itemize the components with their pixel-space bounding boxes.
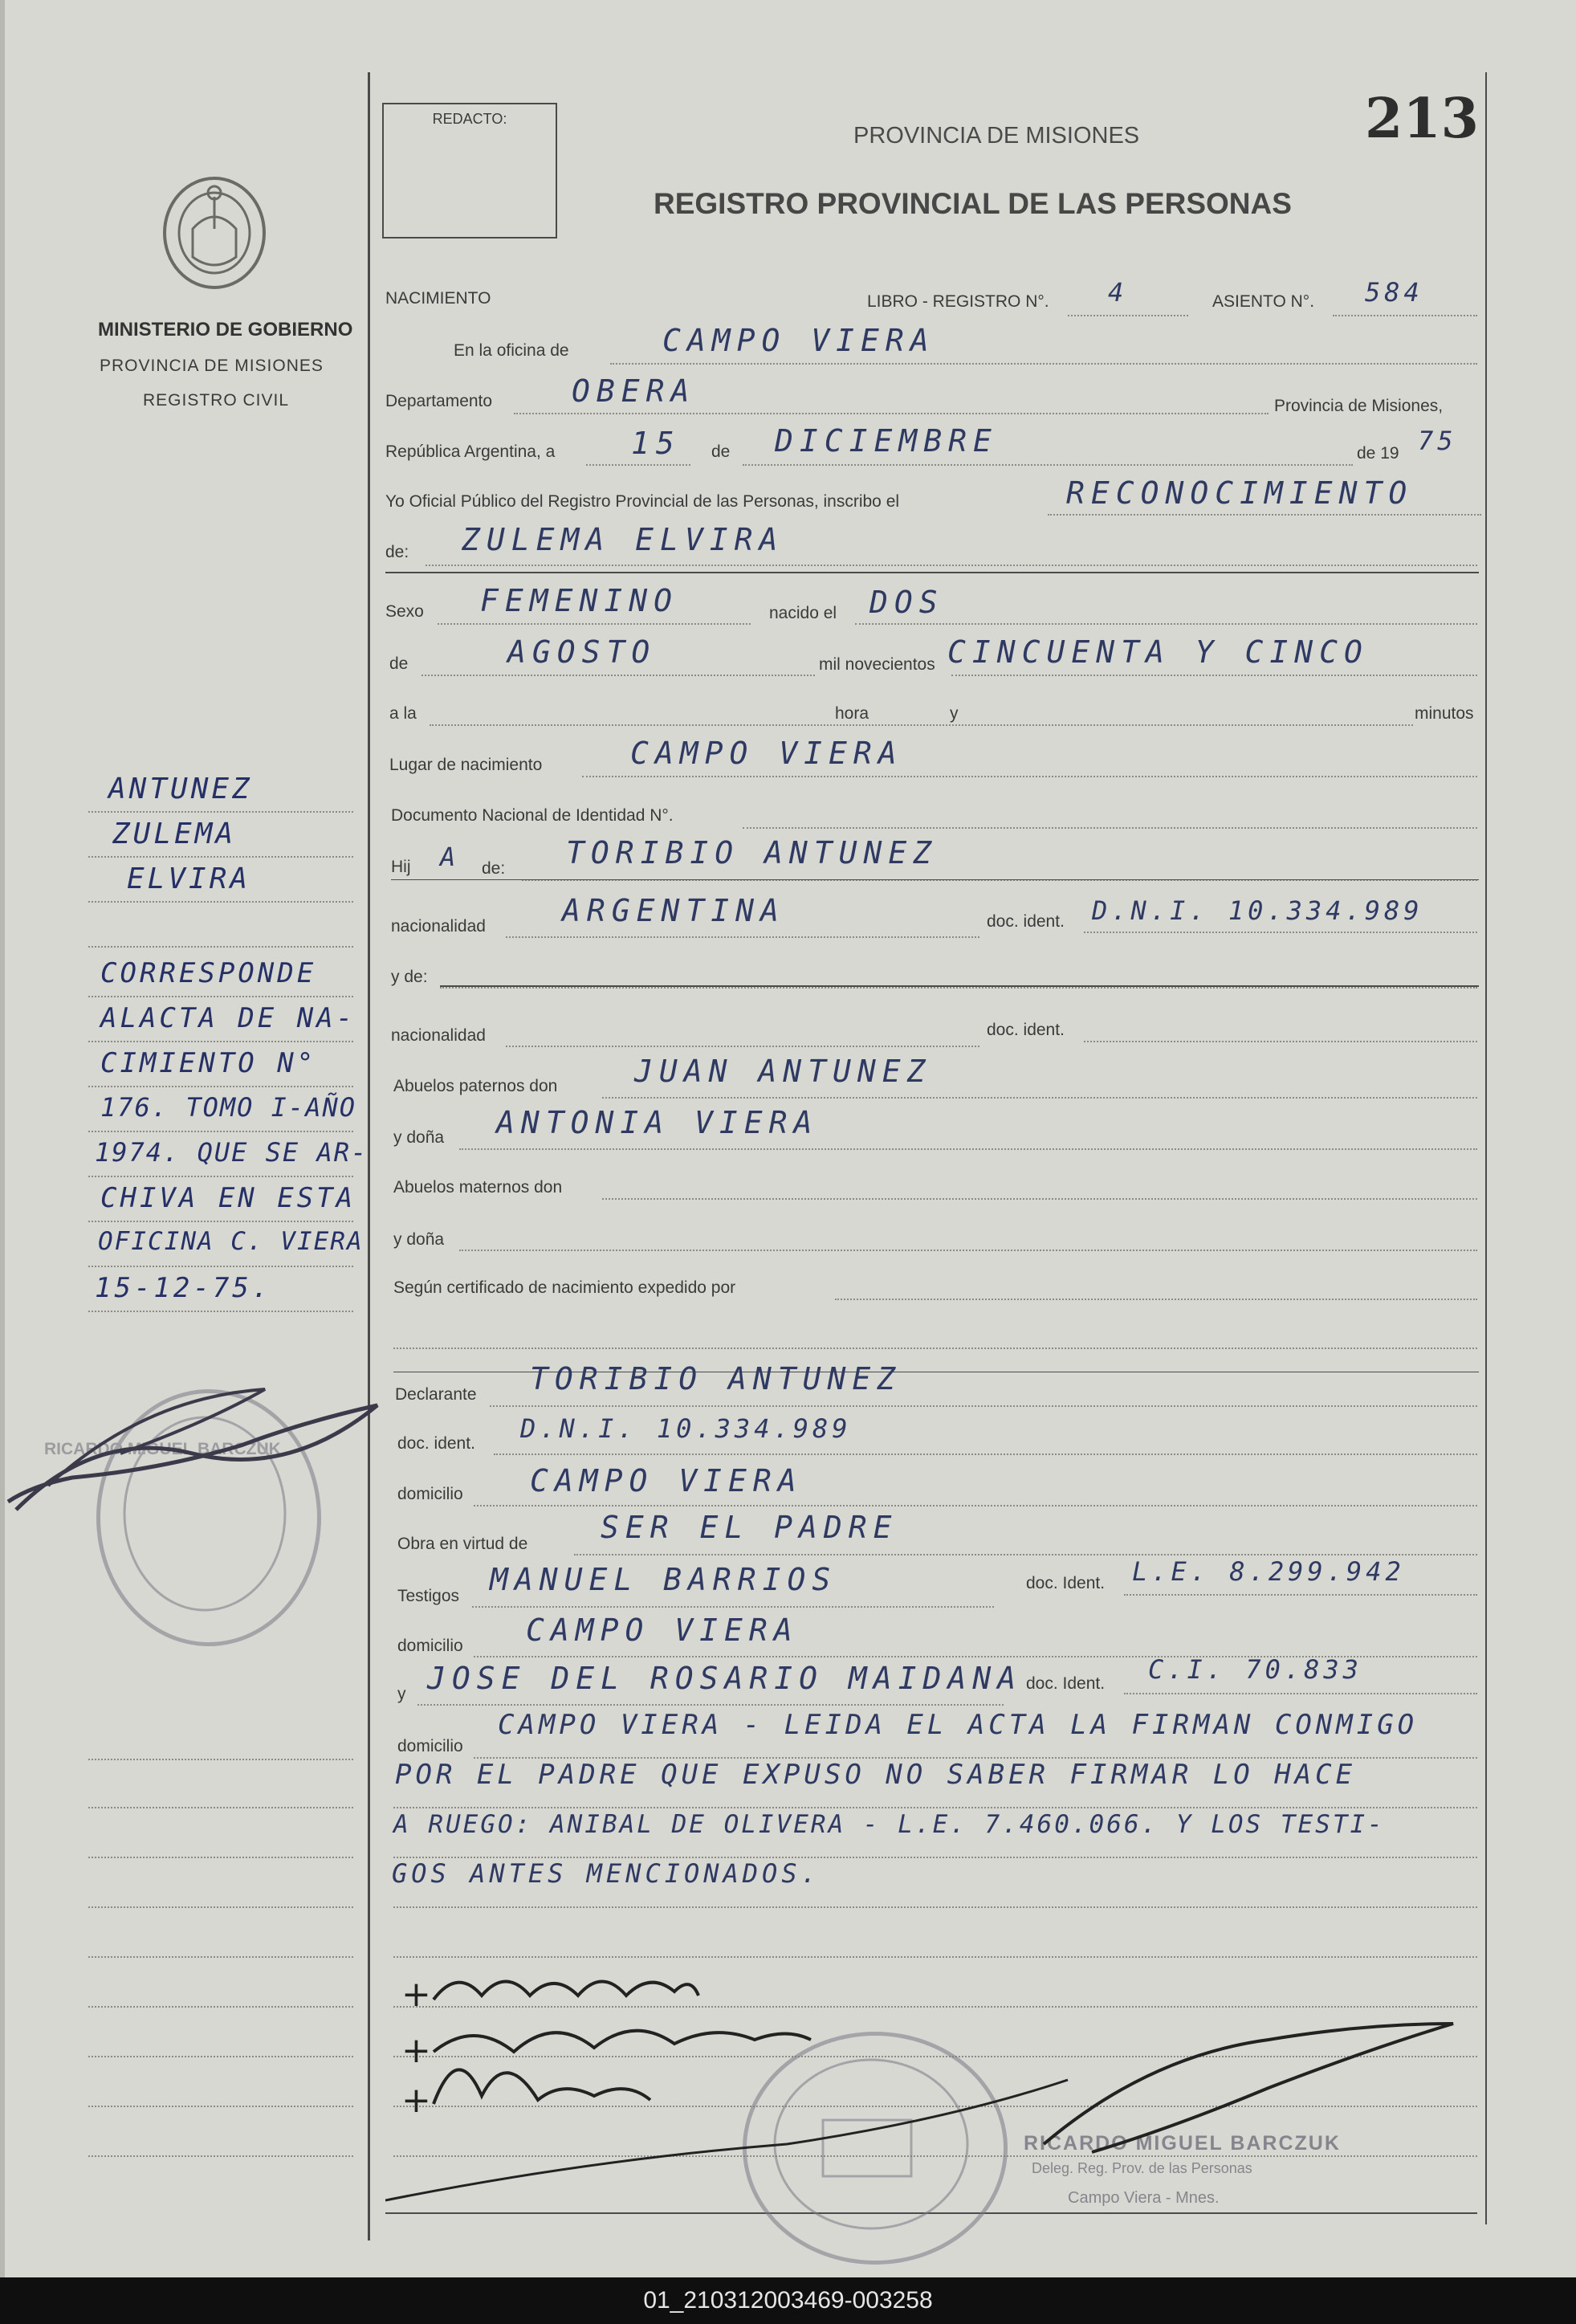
value-padre: TORIBIO ANTUNEZ: [566, 835, 939, 870]
value-domicilio-testigo2: CAMPO VIERA - LEIDA EL ACTA LA FIRMAN CONMIGO: [498, 1709, 1419, 1741]
certificado-line: [835, 1299, 1477, 1300]
margin-line-20: [88, 2106, 353, 2107]
label-hij: Hij: [391, 858, 411, 876]
label-asiento: ASIENTO N°.: [1212, 292, 1315, 311]
value-nota-linea1: POR EL PADRE QUE EXPUSO NO SABER FIRMAR LO HACE: [395, 1759, 1357, 1791]
nota-line-4: [393, 1956, 1477, 1958]
name-line: [426, 565, 1477, 566]
nacionalidad-line: [506, 936, 979, 938]
label-de-name: de:: [385, 543, 409, 561]
value-nacido-anio: CINCUENTA Y CINCO: [947, 634, 1369, 670]
margin-line-8: [88, 1131, 353, 1132]
margin-note-5: 1974. QUE SE AR-: [95, 1137, 369, 1168]
month-line: [421, 675, 815, 676]
ministry-line1: MINISTERIO DE GOBIERNO: [98, 319, 353, 340]
margin-line-16: [88, 1906, 353, 1908]
section-rule-2: [391, 879, 1479, 880]
doc-declarante-line: [494, 1454, 1477, 1455]
madre-line: [440, 987, 1477, 989]
doc-madre-line: [1084, 1041, 1477, 1042]
domicilio-line: [474, 1505, 1477, 1507]
declarante-line: [490, 1405, 1477, 1407]
doc-testigo1-line: [1124, 1594, 1477, 1596]
label-de-month: de: [389, 654, 409, 673]
value-departamento: OBERA: [572, 373, 696, 409]
margin-note-4: 176. TOMO I-AÑO: [100, 1092, 356, 1123]
margin-line-14: [88, 1807, 353, 1808]
margin-note-1: CORRESPONDE: [100, 957, 317, 989]
label-y-testigo: y: [397, 1685, 406, 1703]
value-nacionalidad-padre: ARGENTINA: [562, 893, 785, 928]
dia-line: [586, 464, 690, 466]
label-mil-novecientos: mil novecientos: [819, 655, 935, 674]
ministry-seal: [161, 173, 269, 293]
label-abuelos-paternos: Abuelos paternos don: [393, 1077, 558, 1095]
abuelo-paterno-line: [602, 1097, 1477, 1099]
margin-line-5: [88, 996, 353, 997]
margin-line-6: [88, 1041, 353, 1042]
label-segun-certificado: Según certificado de nacimiento expedido por: [393, 1278, 736, 1297]
left-signature-scribble: [0, 1333, 417, 1542]
testigo1-line: [472, 1606, 994, 1608]
label-doc-ident: doc. ident.: [987, 912, 1065, 931]
label-doc-ident-5: doc. Ident.: [1026, 1674, 1106, 1693]
value-dia: 15: [631, 426, 681, 461]
ministry-line2: PROVINCIA DE MISIONES: [100, 357, 324, 375]
section-rule-3: [440, 985, 1479, 987]
svg-text:+: +: [401, 1974, 431, 2015]
label-domicilio: domicilio: [397, 1485, 463, 1503]
label-doc-ident-2: doc. ident.: [987, 1021, 1065, 1039]
page-number: 213: [1365, 87, 1479, 151]
margin-line-10: [88, 1221, 353, 1222]
label-doc-ident-4: doc. Ident.: [1026, 1574, 1106, 1592]
libro-line: [1068, 315, 1188, 316]
oficina-line: [610, 363, 1477, 365]
margin-name-1: ANTUNEZ: [108, 773, 253, 805]
value-domicilio-declarante: CAMPO VIERA: [530, 1463, 803, 1498]
redacto-box: [382, 103, 557, 239]
hora-line: [430, 724, 1413, 726]
label-republica: República Argentina, a: [385, 442, 556, 461]
label-abuelos-maternos: Abuelos maternos don: [393, 1178, 563, 1197]
value-testigo2: JOSE DEL ROSARIO MAIDANA: [427, 1661, 1023, 1696]
section-rule-1: [385, 572, 1479, 573]
mes-line: [743, 464, 1353, 466]
label-domicilio-2: domicilio: [397, 1637, 463, 1655]
margin-line-18: [88, 2006, 353, 2008]
value-domicilio-testigo1: CAMPO VIERA: [526, 1613, 799, 1648]
doc-padre-line: [1084, 932, 1477, 933]
footer-caption: 01_210312003469-003258: [0, 2277, 1576, 2324]
label-departamento: Departamento: [385, 392, 493, 410]
margin-line-15: [88, 1857, 353, 1858]
left-fold: [0, 0, 5, 2277]
value-doc-declarante: D.N.I. 10.334.989: [520, 1413, 852, 1444]
label-sexo: Sexo: [385, 602, 424, 621]
margin-line-7: [88, 1086, 353, 1087]
label-de-mes: de: [711, 442, 731, 461]
margin-name-3: ELVIRA: [127, 862, 251, 895]
margin-line-12: [88, 1311, 353, 1312]
value-obra-en-virtud: SER EL PADRE: [601, 1510, 898, 1545]
label-doc-ident-3: doc. ident.: [397, 1434, 475, 1453]
abuela-paterna-line: [459, 1148, 1477, 1150]
label-documento-nacional: Documento Nacional de Identidad N°.: [391, 806, 674, 825]
label-domicilio-3: domicilio: [397, 1737, 463, 1755]
registry-title: REGISTRO PROVINCIAL DE LAS PERSONAS: [654, 187, 1292, 220]
label-hora: hora: [835, 704, 869, 723]
label-nacionalidad: nacionalidad: [391, 917, 486, 936]
value-doc-padre: D.N.I. 10.334.989: [1092, 895, 1423, 926]
ministry-line3: REGISTRO CIVIL: [143, 391, 290, 410]
label-a-la: a la: [389, 704, 417, 723]
value-nota-linea3: GOS ANTES MENCIONADOS.: [392, 1858, 821, 1889]
bottom-stamp-name: RICARDO MIGUEL BARCZUK: [1024, 2132, 1341, 2155]
value-hij-suffix: A: [440, 842, 460, 872]
abuelo-materno-line: [602, 1198, 1477, 1200]
label-provincia-misiones: Provincia de Misiones,: [1274, 397, 1444, 415]
margin-note-6: CHIVA EN ESTA: [100, 1182, 356, 1214]
margin-line-1: [88, 811, 353, 813]
svg-text:+: +: [401, 2080, 431, 2121]
abuela-materna-line: [459, 1250, 1477, 1251]
value-abuelo-paterno: JUAN ANTUNEZ: [634, 1054, 932, 1089]
nota-line-3: [393, 1906, 1477, 1908]
label-libro: LIBRO - REGISTRO N°.: [867, 292, 1049, 311]
margin-note-8: 15-12-75.: [95, 1272, 272, 1304]
asiento-line: [1333, 315, 1477, 316]
value-anio: 75: [1418, 426, 1457, 456]
label-nacionalidad-2: nacionalidad: [391, 1026, 486, 1045]
value-lugar: CAMPO VIERA: [630, 736, 903, 771]
nota-line-1: [393, 1807, 1477, 1808]
margin-note-3: CIMIENTO N°: [100, 1047, 317, 1079]
margin-note-7: OFICINA C. VIERA: [98, 1227, 364, 1256]
label-y: y: [950, 704, 959, 723]
margin-line-9: [88, 1176, 353, 1177]
label-y-dona: y doña: [393, 1128, 445, 1147]
label-nacido-el: nacido el: [769, 604, 837, 622]
label-nacimiento: NACIMIENTO: [385, 289, 491, 308]
certificado-line-2: [393, 1348, 1477, 1349]
bottom-stamp-sub2: Campo Viera - Mnes.: [1068, 2189, 1220, 2207]
margin-line-2: [88, 856, 353, 858]
label-lugar: Lugar de nacimiento: [389, 756, 543, 774]
label-yo-oficial: Yo Oficial Público del Registro Provincial de las Personas, inscribo el: [385, 492, 900, 511]
margin-rule: [368, 72, 370, 2240]
value-nacido-mes: AGOSTO: [507, 634, 657, 670]
value-mes: DICIEMBRE: [775, 423, 998, 459]
label-declarante: Declarante: [395, 1385, 477, 1404]
margin-line-19: [88, 2056, 353, 2057]
label-de-parent: de:: [482, 859, 506, 878]
margin-name-2: ZULEMA: [112, 817, 237, 850]
margin-line-17: [88, 1956, 353, 1958]
margin-line-3: [88, 901, 353, 903]
year-line: [951, 675, 1477, 676]
nacido-line: [855, 623, 1477, 625]
value-libro: 4: [1108, 277, 1128, 308]
value-doc-testigo1: L.E. 8.299.942: [1132, 1556, 1405, 1587]
sexo-line: [438, 623, 751, 625]
redacto-label: REDACTO:: [432, 111, 507, 127]
margin-line-4: [88, 946, 353, 948]
bottom-stamp-sub1: Deleg. Reg. Prov. de las Personas: [1032, 2160, 1252, 2176]
bottom-signatures: [385, 1959, 1525, 2224]
lugar-line: [582, 776, 1477, 777]
province-title: PROVINCIA DE MISIONES: [853, 123, 1140, 149]
doc-testigo2-line: [1124, 1693, 1477, 1694]
value-asiento: 584: [1365, 277, 1423, 308]
label-y-dona-2: y doña: [393, 1230, 445, 1249]
value-tipo-acto: RECONOCIMIENTO: [1066, 475, 1414, 511]
documento-line: [743, 827, 1477, 829]
value-sexo: FEMENINO: [480, 583, 679, 618]
obra-line: [574, 1554, 1477, 1555]
right-rule: [1485, 72, 1487, 2224]
label-minutos: minutos: [1415, 704, 1474, 723]
value-testigo1: MANUEL BARRIOS: [490, 1562, 837, 1597]
label-oficina: En la oficina de: [454, 341, 569, 360]
testigo2-line: [417, 1704, 1004, 1706]
coat-of-arms-icon: [161, 173, 269, 293]
departamento-line: [514, 413, 1269, 414]
value-oficina: CAMPO VIERA: [662, 323, 935, 358]
margin-note-2: ALACTA DE NA-: [100, 1002, 356, 1034]
margin-line-21: [88, 2155, 353, 2157]
left-stamp-name: RICARDO MIGUEL BARCZUK: [44, 1440, 281, 1458]
value-nacido-dia: DOS: [869, 585, 944, 620]
margin-line-11: [88, 1266, 353, 1267]
svg-text:+: +: [401, 2030, 431, 2071]
nacionalidad2-line: [506, 1046, 979, 1047]
value-declarante: TORIBIO ANTUNEZ: [530, 1361, 902, 1396]
label-y-de: y de:: [391, 968, 428, 986]
label-testigos: Testigos: [397, 1587, 460, 1605]
tipo-acto-line: [1048, 514, 1481, 516]
value-nota-linea2: A RUEGO: ANIBAL DE OLIVERA - L.E. 7.460.066. Y LOS TESTI-: [393, 1810, 1385, 1839]
label-obra-en-virtud: Obra en virtud de: [397, 1535, 528, 1553]
value-nombre: ZULEMA ELVIRA: [462, 522, 784, 557]
value-doc-testigo2: C.I. 70.833: [1148, 1654, 1362, 1685]
margin-line-13: [88, 1759, 353, 1760]
label-de-19: de 19: [1357, 444, 1399, 463]
value-abuela-paterna: ANTONIA VIERA: [496, 1105, 819, 1140]
